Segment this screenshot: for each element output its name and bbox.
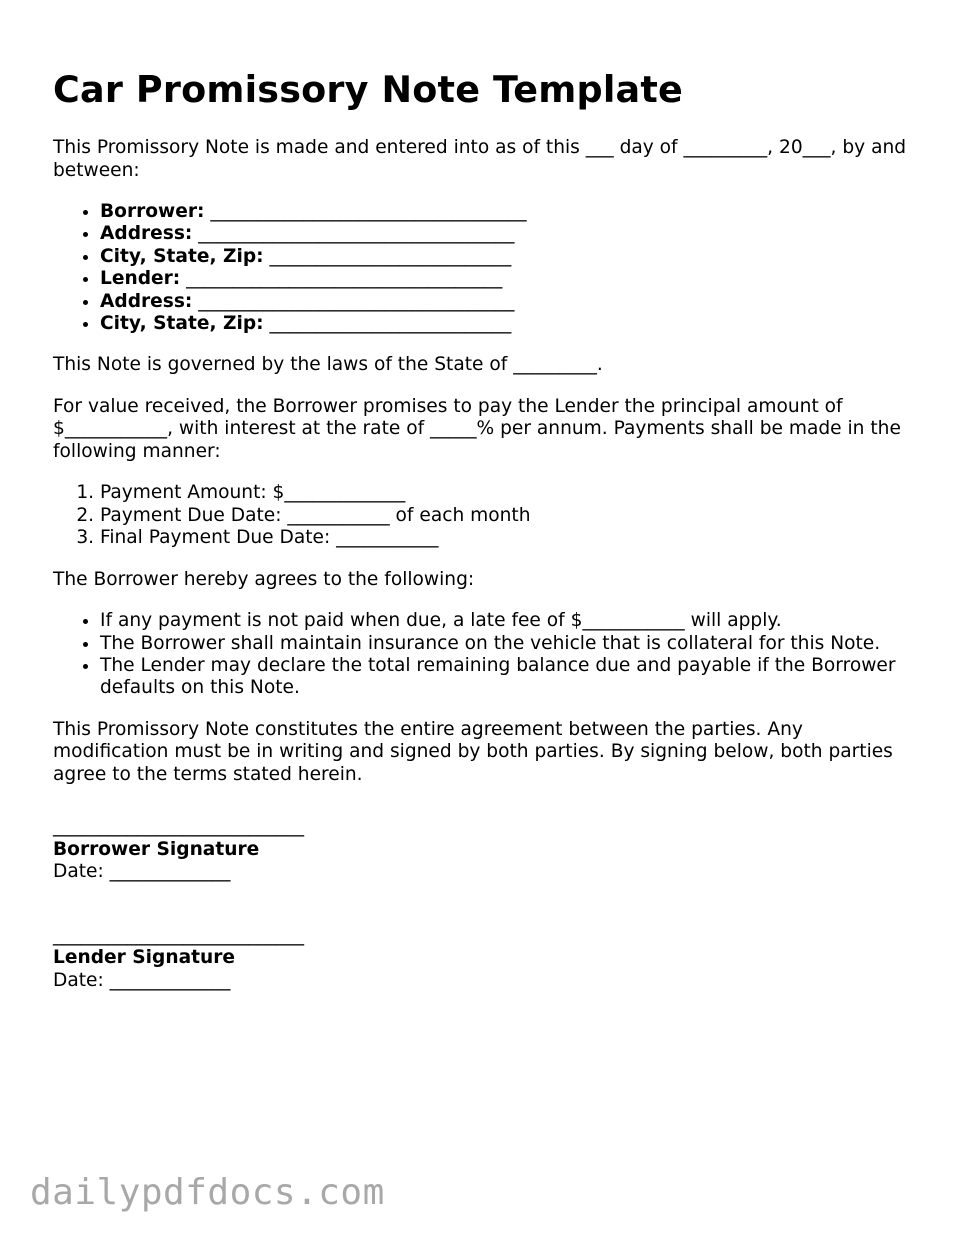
agree-intro-paragraph: The Borrower hereby agrees to the following: [53,568,475,590]
document-title: Car Promissory Note Template [53,68,683,111]
agreement-item: • If any payment is not paid when due, a late fee of $___________ will apply. [100,610,913,632]
payment-term-item: 3. Final Payment Due Date: ___________ [100,527,913,549]
watermark-text: dailypdfdocs.com [30,1172,385,1213]
agreement-item: • The Lender may declare the total remaining balance due and payable if the Borrower defaults on this Note. [100,655,913,700]
party-blank[interactable]: __________________________________ [186,268,503,290]
party-item-borrower-city [100,246,913,268]
intro-paragraph: This Promissory Note is made and entered into as of this ___ day of _________, 20___, by and between: [53,137,907,181]
party-blank[interactable]: __________________________________ [198,290,515,312]
agreement-item: • The Borrower shall maintain insurance on the vehicle that is collateral for this Note. [100,633,913,655]
signature-date[interactable]: Date: _____________ [53,969,231,991]
party-label: Lender: [100,268,181,290]
party-label: Address: [100,223,193,245]
value-paragraph: For value received, the Borrower promises to pay the Lender the principal amount of $___________, with interest at the rate of _____% per annum. Payments shall be made in the following manner: [53,395,901,462]
parties-list [53,201,913,335]
party-item-lender-address [100,291,913,313]
party-blank[interactable]: __________________________ [269,313,512,335]
signature-line[interactable]: ___________________________ [53,816,305,838]
signature-date[interactable]: Date: _____________ [53,861,231,883]
lender-signature-block [53,925,913,993]
payment-term-item: 1. Payment Amount: $_____________ [100,482,913,504]
borrower-signature-block [53,816,913,884]
signature-line[interactable]: ___________________________ [53,924,305,946]
signature-label: Lender Signature [53,947,236,969]
party-label: Borrower: [100,201,205,222]
party-label: Address: [100,290,193,312]
party-label: City, State, Zip: [100,245,264,267]
document-page [53,68,913,992]
party-item-borrower [100,201,913,223]
party-item-borrower-address [100,223,913,245]
agreements-list [53,610,913,700]
payment-term-item: 2. Payment Due Date: ___________ of each month [100,505,913,527]
payment-terms-list [53,482,913,549]
governing-law-paragraph: This Note is governed by the laws of the State of _________. [53,354,603,376]
party-blank[interactable]: __________________________ [269,245,512,267]
party-blank[interactable]: __________________________________ [210,201,527,222]
party-item-lender [100,268,913,290]
signature-label: Borrower Signature [53,838,260,860]
party-blank[interactable]: __________________________________ [198,223,515,245]
party-item-lender-city [100,313,913,335]
party-label: City, State, Zip: [100,313,264,335]
entire-agreement-paragraph: This Promissory Note constitutes the entire agreement between the parties. Any modification must be in writing and signed by both parties. By signing below, both parties agree to the terms stated herein. [53,718,893,785]
